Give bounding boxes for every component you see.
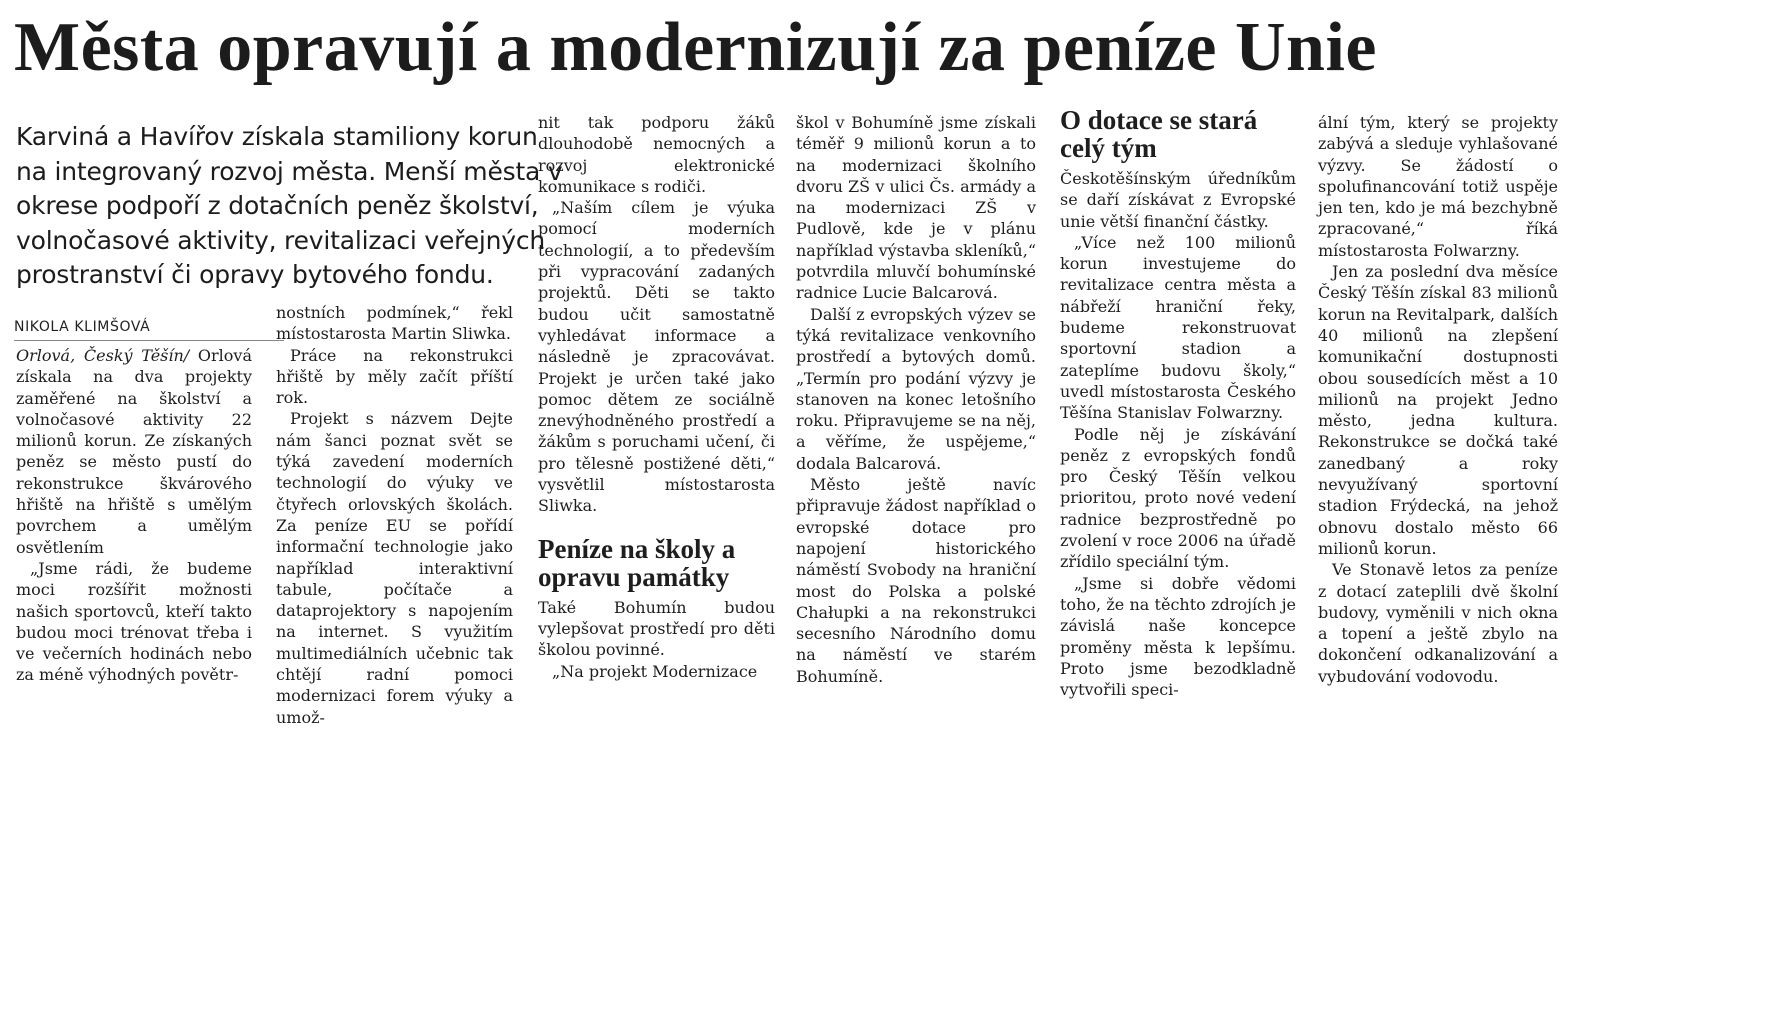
column-3-paragraph-1: nit tak podporu žáků dlouhodobě nemocných a rozvoj elektronické komunikace s rodiči. bbox=[538, 113, 775, 196]
column-6-paragraph-1: ální tým, který se projekty zabývá a sleduje vyhlašované výzvy. Se žádostí o spolufinancování totiž uspěje jen ten, kdo je má bezchybně zpracované,“ říká místostarosta Folwarzny. bbox=[1318, 113, 1558, 260]
column-5 bbox=[1060, 106, 1296, 789]
column-2-paragraph-3: Projekt s názvem Dejte nám šanci poznat svět se týká zavedení moderních technologií do výuky ve čtyřech orlovských školách. Za peníze EU se pořídí informační technologie jako například interaktivní tabule, počítače a dataprojektory s napojením na internet. S využitím multimediálních učebnic tak chtějí radní pomoci modernizaci forem výuky a umož- bbox=[276, 409, 513, 727]
column-2-paragraph-1: nostních podmínek,“ řekl místostarosta Martin Sliwka. bbox=[276, 303, 513, 344]
headline: Města opravují a modernizují za peníze Unie bbox=[14, 9, 1377, 86]
column-5-paragraph-3: Podle něj je získávání peněz z evropských fondů pro Český Těšín velkou prioritou, proto nové vedení radnice bezprostředně po zvolení v roce 2006 na úřadě zřídilo speciální tým. bbox=[1060, 424, 1296, 572]
column-4 bbox=[796, 112, 1036, 795]
column-4-paragraph-3: Město ještě navíc připravuje žádost například o evropské dotace pro napojení historického náměstí Svobody na hraniční most do Polska a polské Chałupki a na rekonstrukci secesního Národního domu na náměstí ve starém Bohumíně. bbox=[796, 475, 1036, 686]
column-1-paragraph-1-text: Orlová získala na dva projekty zaměřené na školství a volnočasové aktivity 22 milionů korun. Ze získaných peněz se město pustí do rekonstrukce škvárového hřiště na hřiště s umělým povrchem a umělým osvětlením bbox=[16, 346, 252, 557]
subheading-schools: Peníze na školy a opravu památky bbox=[538, 533, 736, 592]
column-3 bbox=[538, 112, 775, 795]
dateline: Orlová, Český Těšín/ bbox=[16, 346, 190, 365]
column-5-paragraph-1: Českotěšínským úředníkům se daří získávat z Evropské unie větší finanční částky. bbox=[1060, 169, 1296, 231]
column-4-paragraph-1: škol v Bohumíně jsme získali téměř 9 milionů korun a to na modernizaci školního dvoru ZŠ v ulici Čs. armády a na modernizaci ZŠ v Pudlově, kde je v plánu například výstavba skleníků,“ potvrdila mluvčí bohumínské radnice Lucie Balcarová. bbox=[796, 113, 1036, 303]
column-1-paragraph-1 bbox=[16, 345, 252, 558]
column-2 bbox=[276, 302, 513, 985]
column-5-paragraph-4: „Jsme si dobře vědomi toho, že na těchto zdrojích je závislá naše koncepce proměny města k lepšímu. Proto jsme bezodkladně vytvořili speci- bbox=[1060, 573, 1296, 700]
column-3-paragraph-2: „Naším cílem je výuka pomocí moderních technologií, a to především při vypracování zadaných projektů. Děti se takto budou učit samostatně vyhledávat informace a následně je zpracovávat. Projekt je určen také jako pomoc dětem ze sociálně znevýhodněného prostředí a žákům s poruchami učení, či pro tělesně postižené děti,“ vysvětlil místostarosta Sliwka. bbox=[538, 198, 775, 516]
column-6-paragraph-2: Jen za poslední dva měsíce Český Těšín získal 83 milionů korun na Revitalpark, dalších 40 milionů na zlepšení komunikační dostupnosti obou sousedících měst a 10 milionů na projekt Jedno město, jedna kultura. Rekonstrukce se dočká také zanedbaný a roky nevyužívaný sportovní stadion Frýdecká, na jehož obnovu dostalo město 66 milionů korun. bbox=[1318, 262, 1558, 558]
column-6-paragraph-3: Ve Stonavě letos za peníze z dotací zateplili dvě školní budovy, vyměnili v nich okna a topení a ještě zbylo na dokončení odkanalizování a vybudování vodovodu. bbox=[1318, 560, 1558, 686]
column-2-paragraph-2: Práce na rekonstrukci hřiště by měly začít příští rok. bbox=[276, 345, 513, 408]
column-3-paragraph-4: „Na projekt Modernizace bbox=[552, 661, 758, 681]
subheading-team: O dotace se stará celý tým bbox=[1060, 105, 1258, 163]
column-6 bbox=[1318, 112, 1558, 795]
column-4-paragraph-2: Další z evropských výzev se týká revitalizace venkovního prostředí a bytových domů. „Termín pro podání výzvy je stanoven na konec letošního roku. Připravujeme se na něj, a věříme, že uspějeme,“ dodala Balcarová. bbox=[796, 304, 1036, 473]
column-5-paragraph-2: „Více než 100 milionů korun investujeme do revitalizace centra města a nábřeží hraniční řeky, budeme rekonstruovat sportovní stadion a zateplíme budovu školy,“ uvedl místostarosta Českého Těšína Stanislav Folwarzny. bbox=[1060, 232, 1296, 423]
column-3-paragraph-3: Také Bohumín budou vylepšovat prostředí pro děti školou povinné. bbox=[538, 597, 775, 660]
column-1-paragraph-2: „Jsme rádi, že budeme moci rozšířit možnosti našich sportovců, kteří takto budou moci trénovat třeba i ve večerních hodinách nebo za méně výhodných povětr- bbox=[16, 558, 252, 685]
lead-paragraph: Karviná a Havířov získala stamiliony korun na integrovaný rozvoj města. Menší města v okrese podpoří z dotačních peněz školství, volnočasové aktivity, revitalizaci veřejných prostranství či opravy bytového fondu. bbox=[16, 122, 563, 289]
byline: NIKOLA KLIMŠOVÁ bbox=[14, 318, 284, 341]
column-1 bbox=[16, 345, 252, 1028]
